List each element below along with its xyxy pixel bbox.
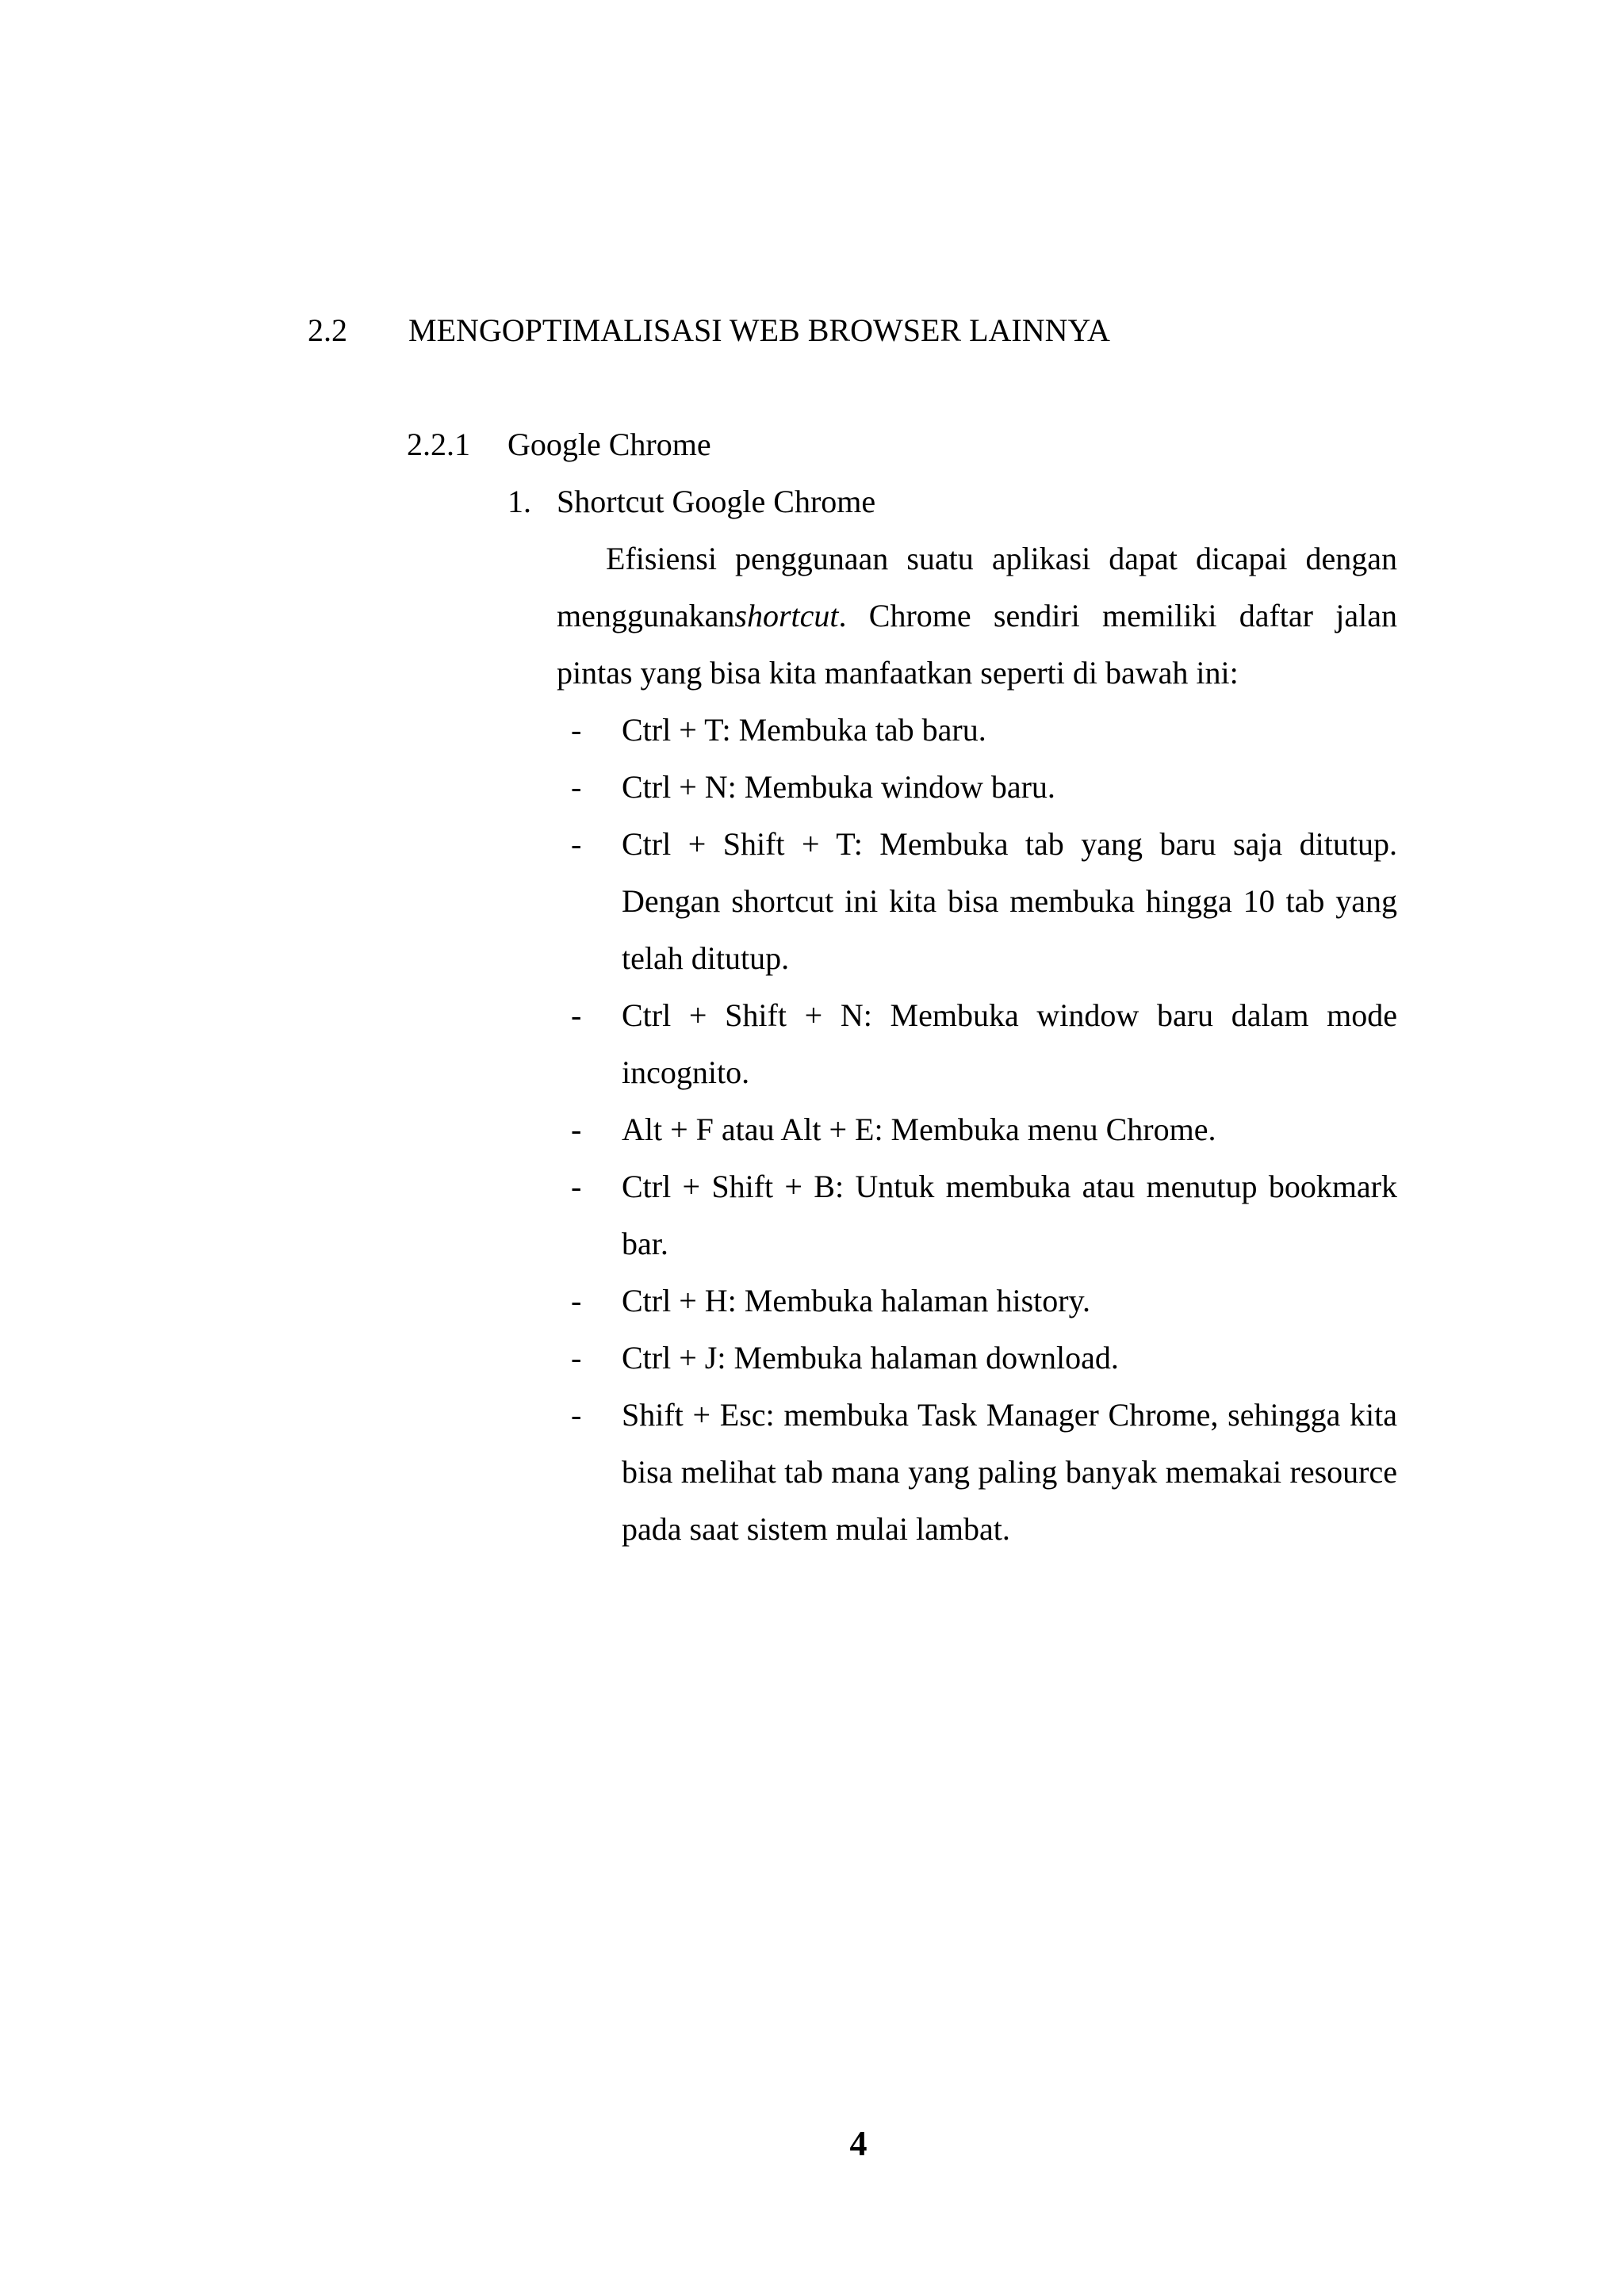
shortcut-text: Ctrl + Shift + B: Untuk membuka atau menutup bookmark bar. [622, 1169, 1397, 1261]
shortcut-text: Ctrl + Shift + N: Membuka window baru dalam mode incognito. [622, 997, 1397, 1090]
intro-paragraph [557, 530, 1397, 702]
list-item-number: 1. [508, 484, 531, 519]
bullet-dash: - [571, 1112, 582, 1147]
section-title: MENGOPTIMALISASI WEB BROWSER LAINNYA [408, 312, 1110, 348]
shortcut-item [557, 759, 1397, 816]
shortcut-item [557, 816, 1397, 987]
list-item-heading [508, 473, 875, 530]
intro-emphasis: shortcut [734, 598, 839, 633]
shortcut-item [557, 1101, 1397, 1158]
shortcut-item [557, 1272, 1397, 1330]
shortcut-item [557, 1158, 1397, 1272]
shortcut-text: Ctrl + Shift + T: Membuka tab yang baru saja ditutup. Dengan shortcut ini kita bisa membuka hingga 10 tab yang telah ditutup. [622, 826, 1397, 976]
shortcut-item [557, 1330, 1397, 1387]
bullet-dash: - [571, 1169, 582, 1204]
list-item-title: Shortcut Google Chrome [557, 484, 876, 519]
shortcut-text: Alt + F atau Alt + E: Membuka menu Chrome. [622, 1112, 1216, 1147]
bullet-dash: - [571, 769, 582, 805]
subsection-title: Google Chrome [508, 427, 711, 462]
bullet-dash: - [571, 826, 582, 862]
shortcut-text: Ctrl + J: Membuka halaman download. [622, 1340, 1119, 1376]
shortcut-text: Ctrl + N: Membuka window baru. [622, 769, 1055, 805]
bullet-dash: - [571, 1283, 582, 1318]
shortcut-text: Shift + Esc: membuka Task Manager Chrome, sehingga kita bisa melihat tab mana yang paling banyak memakai resource pada saat sistem mulai lambat. [622, 1397, 1397, 1547]
subsection-number: 2.2.1 [407, 427, 470, 462]
bullet-dash: - [571, 1340, 582, 1376]
section-number: 2.2 [308, 312, 347, 348]
bullet-dash: - [571, 997, 582, 1033]
section-heading [308, 302, 1110, 359]
page-number: 4 [849, 2124, 868, 2163]
shortcut-item [557, 1387, 1397, 1558]
shortcut-item [557, 702, 1397, 759]
subsection-heading [407, 416, 711, 473]
shortcut-item [557, 987, 1397, 1101]
bullet-dash: - [571, 712, 582, 748]
bullet-dash: - [571, 1397, 582, 1433]
shortcut-list [557, 702, 1397, 1558]
shortcut-text: Ctrl + H: Membuka halaman history. [622, 1283, 1090, 1318]
intro-text-after: . Chrome sendiri memiliki daftar jalan pintas yang bisa kita manfaatkan seperti di bawah ini: [557, 598, 1397, 691]
shortcut-text: Ctrl + T: Membuka tab baru. [622, 712, 986, 748]
intro-text-before: Efisiensi penggunaan suatu aplikasi dapat dicapai dengan menggunakan [557, 541, 1397, 633]
